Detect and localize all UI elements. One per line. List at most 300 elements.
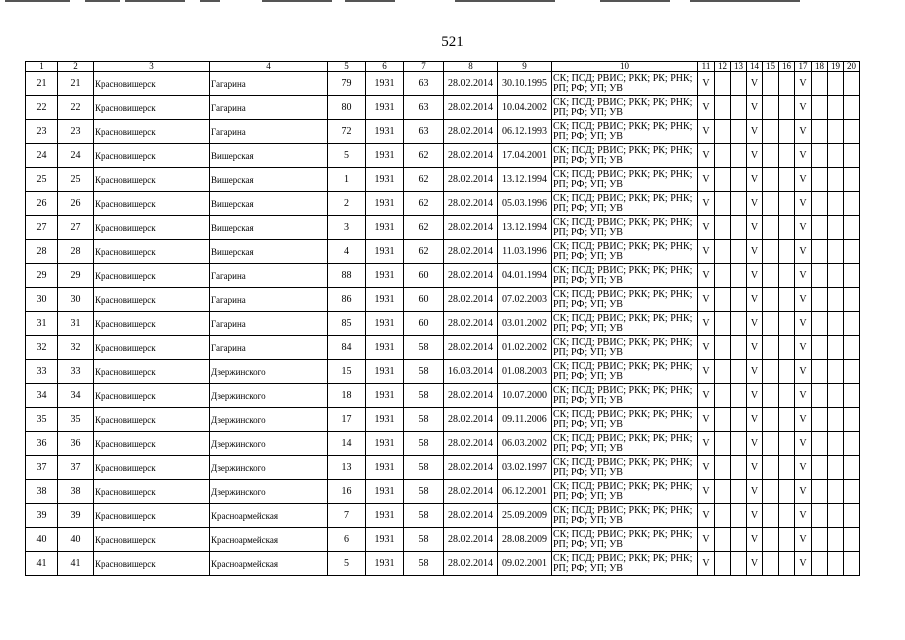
mark-cell-col-19 — [828, 504, 844, 528]
column-header: 11 — [698, 62, 715, 72]
year-cell: 1931 — [366, 480, 404, 504]
mark-cell-col-18 — [812, 120, 828, 144]
mark-cell-col-17: V — [795, 264, 812, 288]
mark-cell-col-11: V — [698, 528, 715, 552]
mark-cell-col-16 — [779, 192, 795, 216]
date-cell-2: 06.12.1993 — [498, 120, 552, 144]
mark-cell-col-17: V — [795, 432, 812, 456]
mark-cell-col-15 — [763, 192, 779, 216]
column-header: 16 — [779, 62, 795, 72]
mark-cell-col-17: V — [795, 480, 812, 504]
column-header: 2 — [58, 62, 94, 72]
date-cell-2: 06.12.2001 — [498, 480, 552, 504]
item-number-cell: 21 — [58, 72, 94, 96]
street-cell: Дзержинского — [210, 384, 328, 408]
mark-cell-col-18 — [812, 336, 828, 360]
codes-cell: СК; ПСД; РВИС; РКК; РК; РНК; РП; РФ; УП; УВ — [552, 408, 698, 432]
value-cell: 60 — [404, 288, 444, 312]
mark-cell-col-16 — [779, 288, 795, 312]
column-header: 4 — [210, 62, 328, 72]
table-row — [26, 384, 860, 408]
row-number-cell: 23 — [26, 120, 58, 144]
date-cell-2: 01.08.2003 — [498, 360, 552, 384]
mark-cell-col-19 — [828, 72, 844, 96]
mark-cell-col-19 — [828, 144, 844, 168]
mark-cell-col-14: V — [747, 264, 763, 288]
mark-cell-col-18 — [812, 504, 828, 528]
mark-cell-col-18 — [812, 192, 828, 216]
column-header: 14 — [747, 62, 763, 72]
mark-cell-col-15 — [763, 96, 779, 120]
mark-cell-col-17: V — [795, 456, 812, 480]
year-cell: 1931 — [366, 192, 404, 216]
date-cell: 28.02.2014 — [444, 96, 498, 120]
date-cell: 28.02.2014 — [444, 216, 498, 240]
mark-cell-col-17: V — [795, 384, 812, 408]
mark-cell-col-20 — [844, 360, 860, 384]
town-cell: Красновишерск — [94, 480, 210, 504]
mark-cell-col-20 — [844, 384, 860, 408]
date-cell-2: 09.02.2001 — [498, 552, 552, 576]
mark-cell-col-15 — [763, 456, 779, 480]
value-cell: 63 — [404, 120, 444, 144]
mark-cell-col-18 — [812, 312, 828, 336]
codes-cell: СК; ПСД; РВИС; РКК; РК; РНК; РП; РФ; УП; УВ — [552, 552, 698, 576]
codes-cell: СК; ПСД; РВИС; РКК; РК; РНК; РП; РФ; УП; УВ — [552, 168, 698, 192]
column-header: 19 — [828, 62, 844, 72]
item-number-cell: 33 — [58, 360, 94, 384]
year-cell: 1931 — [366, 408, 404, 432]
mark-cell-col-14: V — [747, 384, 763, 408]
value-cell: 58 — [404, 336, 444, 360]
mark-cell-col-17: V — [795, 120, 812, 144]
mark-cell-col-16 — [779, 216, 795, 240]
row-number-cell: 34 — [26, 384, 58, 408]
codes-cell: СК; ПСД; РВИС; РКК; РК; РНК; РП; РФ; УП; УВ — [552, 240, 698, 264]
mark-cell-col-20 — [844, 528, 860, 552]
mark-cell-col-15 — [763, 528, 779, 552]
mark-cell-col-14: V — [747, 288, 763, 312]
date-cell: 28.02.2014 — [444, 336, 498, 360]
mark-cell-col-20 — [844, 456, 860, 480]
date-cell-2: 06.03.2002 — [498, 432, 552, 456]
date-cell: 28.02.2014 — [444, 144, 498, 168]
year-cell: 1931 — [366, 432, 404, 456]
mark-cell-col-20 — [844, 72, 860, 96]
mark-cell-col-13 — [731, 96, 747, 120]
table-row — [26, 288, 860, 312]
mark-cell-col-15 — [763, 168, 779, 192]
mark-cell-col-15 — [763, 264, 779, 288]
column-header: 9 — [498, 62, 552, 72]
mark-cell-col-18 — [812, 264, 828, 288]
mark-cell-col-15 — [763, 552, 779, 576]
row-number-cell: 37 — [26, 456, 58, 480]
row-number-cell: 41 — [26, 552, 58, 576]
mark-cell-col-14: V — [747, 504, 763, 528]
town-cell: Красновишерск — [94, 504, 210, 528]
mark-cell-col-20 — [844, 144, 860, 168]
item-number-cell: 23 — [58, 120, 94, 144]
mark-cell-col-14: V — [747, 168, 763, 192]
street-cell: Гагарина — [210, 120, 328, 144]
street-cell: Дзержинского — [210, 408, 328, 432]
house-number-cell: 80 — [328, 96, 366, 120]
mark-cell-col-18 — [812, 240, 828, 264]
mark-cell-col-20 — [844, 264, 860, 288]
mark-cell-col-13 — [731, 144, 747, 168]
mark-cell-col-15 — [763, 384, 779, 408]
mark-cell-col-15 — [763, 408, 779, 432]
year-cell: 1931 — [366, 216, 404, 240]
year-cell: 1931 — [366, 528, 404, 552]
mark-cell-col-14: V — [747, 528, 763, 552]
mark-cell-col-16 — [779, 504, 795, 528]
town-cell: Красновишерск — [94, 432, 210, 456]
town-cell: Красновишерск — [94, 552, 210, 576]
mark-cell-col-15 — [763, 504, 779, 528]
year-cell: 1931 — [366, 96, 404, 120]
town-cell: Красновишерск — [94, 360, 210, 384]
mark-cell-col-18 — [812, 552, 828, 576]
house-number-cell: 7 — [328, 504, 366, 528]
mark-cell-col-17: V — [795, 144, 812, 168]
mark-cell-col-13 — [731, 120, 747, 144]
mark-cell-col-16 — [779, 480, 795, 504]
mark-cell-col-11: V — [698, 312, 715, 336]
table-row — [26, 120, 860, 144]
value-cell: 58 — [404, 432, 444, 456]
item-number-cell: 32 — [58, 336, 94, 360]
mark-cell-col-14: V — [747, 408, 763, 432]
mark-cell-col-20 — [844, 432, 860, 456]
year-cell: 1931 — [366, 312, 404, 336]
mark-cell-col-17: V — [795, 528, 812, 552]
mark-cell-col-14: V — [747, 312, 763, 336]
mark-cell-col-19 — [828, 336, 844, 360]
column-header: 6 — [366, 62, 404, 72]
mark-cell-col-11: V — [698, 360, 715, 384]
street-cell: Вишерская — [210, 144, 328, 168]
mark-cell-col-20 — [844, 408, 860, 432]
mark-cell-col-14: V — [747, 240, 763, 264]
mark-cell-col-19 — [828, 288, 844, 312]
mark-cell-col-20 — [844, 312, 860, 336]
item-number-cell: 37 — [58, 456, 94, 480]
mark-cell-col-16 — [779, 72, 795, 96]
mark-cell-col-13 — [731, 528, 747, 552]
value-cell: 60 — [404, 312, 444, 336]
item-number-cell: 34 — [58, 384, 94, 408]
item-number-cell: 39 — [58, 504, 94, 528]
town-cell: Красновишерск — [94, 384, 210, 408]
mark-cell-col-11: V — [698, 240, 715, 264]
house-number-cell: 15 — [328, 360, 366, 384]
mark-cell-col-12 — [715, 192, 731, 216]
column-header: 3 — [94, 62, 210, 72]
date-cell: 28.02.2014 — [444, 288, 498, 312]
mark-cell-col-19 — [828, 240, 844, 264]
year-cell: 1931 — [366, 552, 404, 576]
mark-cell-col-12 — [715, 96, 731, 120]
mark-cell-col-11: V — [698, 216, 715, 240]
mark-cell-col-18 — [812, 456, 828, 480]
mark-cell-col-19 — [828, 192, 844, 216]
mark-cell-col-16 — [779, 144, 795, 168]
date-cell: 28.02.2014 — [444, 168, 498, 192]
item-number-cell: 26 — [58, 192, 94, 216]
mark-cell-col-15 — [763, 288, 779, 312]
row-number-cell: 26 — [26, 192, 58, 216]
mark-cell-col-14: V — [747, 552, 763, 576]
date-cell: 16.03.2014 — [444, 360, 498, 384]
mark-cell-col-16 — [779, 528, 795, 552]
mark-cell-col-17: V — [795, 168, 812, 192]
date-cell: 28.02.2014 — [444, 120, 498, 144]
value-cell: 63 — [404, 72, 444, 96]
mark-cell-col-12 — [715, 432, 731, 456]
mark-cell-col-12 — [715, 360, 731, 384]
house-number-cell: 85 — [328, 312, 366, 336]
mark-cell-col-12 — [715, 408, 731, 432]
column-header: 7 — [404, 62, 444, 72]
mark-cell-col-12 — [715, 240, 731, 264]
mark-cell-col-15 — [763, 480, 779, 504]
table-row — [26, 264, 860, 288]
date-cell: 28.02.2014 — [444, 192, 498, 216]
house-number-cell: 3 — [328, 216, 366, 240]
codes-cell: СК; ПСД; РВИС; РКК; РК; РНК; РП; РФ; УП; УВ — [552, 72, 698, 96]
street-cell: Дзержинского — [210, 432, 328, 456]
row-number-cell: 29 — [26, 264, 58, 288]
value-cell: 58 — [404, 528, 444, 552]
street-cell: Вишерская — [210, 168, 328, 192]
mark-cell-col-16 — [779, 432, 795, 456]
codes-cell: СК; ПСД; РВИС; РКК; РК; РНК; РП; РФ; УП; УВ — [552, 504, 698, 528]
row-number-cell: 35 — [26, 408, 58, 432]
item-number-cell: 36 — [58, 432, 94, 456]
mark-cell-col-18 — [812, 216, 828, 240]
date-cell-2: 11.03.1996 — [498, 240, 552, 264]
town-cell: Красновишерск — [94, 408, 210, 432]
mark-cell-col-16 — [779, 264, 795, 288]
item-number-cell: 22 — [58, 96, 94, 120]
street-cell: Дзержинского — [210, 480, 328, 504]
row-number-cell: 33 — [26, 360, 58, 384]
mark-cell-col-20 — [844, 240, 860, 264]
mark-cell-col-16 — [779, 168, 795, 192]
mark-cell-col-14: V — [747, 216, 763, 240]
codes-cell: СК; ПСД; РВИС; РКК; РК; РНК; РП; РФ; УП; УВ — [552, 336, 698, 360]
town-cell: Красновишерск — [94, 192, 210, 216]
mark-cell-col-11: V — [698, 408, 715, 432]
mark-cell-col-11: V — [698, 504, 715, 528]
mark-cell-col-17: V — [795, 96, 812, 120]
date-cell: 28.02.2014 — [444, 504, 498, 528]
mark-cell-col-19 — [828, 528, 844, 552]
date-cell: 28.02.2014 — [444, 528, 498, 552]
mark-cell-col-13 — [731, 288, 747, 312]
mark-cell-col-13 — [731, 216, 747, 240]
town-cell: Красновишерск — [94, 120, 210, 144]
mark-cell-col-13 — [731, 72, 747, 96]
mark-cell-col-20 — [844, 480, 860, 504]
mark-cell-col-17: V — [795, 192, 812, 216]
mark-cell-col-16 — [779, 312, 795, 336]
row-number-cell: 27 — [26, 216, 58, 240]
value-cell: 58 — [404, 384, 444, 408]
mark-cell-col-11: V — [698, 192, 715, 216]
mark-cell-col-11: V — [698, 552, 715, 576]
mark-cell-col-12 — [715, 312, 731, 336]
column-number-header-row — [26, 62, 860, 72]
codes-cell: СК; ПСД; РВИС; РКК; РК; РНК; РП; РФ; УП; УВ — [552, 384, 698, 408]
house-number-cell: 16 — [328, 480, 366, 504]
mark-cell-col-11: V — [698, 384, 715, 408]
table-row — [26, 144, 860, 168]
mark-cell-col-13 — [731, 264, 747, 288]
mark-cell-col-20 — [844, 168, 860, 192]
item-number-cell: 35 — [58, 408, 94, 432]
mark-cell-col-15 — [763, 120, 779, 144]
year-cell: 1931 — [366, 72, 404, 96]
table-row — [26, 216, 860, 240]
mark-cell-col-12 — [715, 144, 731, 168]
street-cell: Гагарина — [210, 288, 328, 312]
mark-cell-col-14: V — [747, 144, 763, 168]
date-cell: 28.02.2014 — [444, 384, 498, 408]
town-cell: Красновишерск — [94, 168, 210, 192]
row-number-cell: 32 — [26, 336, 58, 360]
street-cell: Красноармейская — [210, 504, 328, 528]
codes-cell: СК; ПСД; РВИС; РКК; РК; РНК; РП; РФ; УП; УВ — [552, 96, 698, 120]
date-cell-2: 10.04.2002 — [498, 96, 552, 120]
house-number-cell: 88 — [328, 264, 366, 288]
mark-cell-col-18 — [812, 384, 828, 408]
mark-cell-col-20 — [844, 192, 860, 216]
item-number-cell: 40 — [58, 528, 94, 552]
mark-cell-col-16 — [779, 96, 795, 120]
table-row — [26, 336, 860, 360]
mark-cell-col-19 — [828, 552, 844, 576]
mark-cell-col-15 — [763, 216, 779, 240]
codes-cell: СК; ПСД; РВИС; РКК; РК; РНК; РП; РФ; УП; УВ — [552, 192, 698, 216]
mark-cell-col-13 — [731, 432, 747, 456]
year-cell: 1931 — [366, 240, 404, 264]
mark-cell-col-16 — [779, 456, 795, 480]
mark-cell-col-16 — [779, 408, 795, 432]
column-header: 8 — [444, 62, 498, 72]
mark-cell-col-20 — [844, 120, 860, 144]
date-cell-2: 03.01.2002 — [498, 312, 552, 336]
mark-cell-col-11: V — [698, 72, 715, 96]
mark-cell-col-11: V — [698, 336, 715, 360]
item-number-cell: 28 — [58, 240, 94, 264]
date-cell-2: 07.02.2003 — [498, 288, 552, 312]
mark-cell-col-19 — [828, 384, 844, 408]
mark-cell-col-17: V — [795, 504, 812, 528]
house-number-cell: 14 — [328, 432, 366, 456]
table-row — [26, 408, 860, 432]
codes-cell: СК; ПСД; РВИС; РКК; РК; РНК; РП; РФ; УП; УВ — [552, 528, 698, 552]
table-row — [26, 168, 860, 192]
date-cell: 28.02.2014 — [444, 240, 498, 264]
mark-cell-col-13 — [731, 384, 747, 408]
mark-cell-col-17: V — [795, 360, 812, 384]
mark-cell-col-13 — [731, 312, 747, 336]
column-header: 5 — [328, 62, 366, 72]
codes-cell: СК; ПСД; РВИС; РКК; РК; РНК; РП; РФ; УП; УВ — [552, 120, 698, 144]
row-number-cell: 31 — [26, 312, 58, 336]
date-cell-2: 13.12.1994 — [498, 168, 552, 192]
value-cell: 58 — [404, 552, 444, 576]
mark-cell-col-12 — [715, 264, 731, 288]
mark-cell-col-13 — [731, 456, 747, 480]
date-cell: 28.02.2014 — [444, 552, 498, 576]
value-cell: 58 — [404, 480, 444, 504]
mark-cell-col-12 — [715, 72, 731, 96]
mark-cell-col-14: V — [747, 480, 763, 504]
value-cell: 62 — [404, 240, 444, 264]
row-number-cell: 36 — [26, 432, 58, 456]
mark-cell-col-12 — [715, 120, 731, 144]
year-cell: 1931 — [366, 288, 404, 312]
date-cell: 28.02.2014 — [444, 312, 498, 336]
house-number-cell: 72 — [328, 120, 366, 144]
table-row — [26, 432, 860, 456]
mark-cell-col-17: V — [795, 336, 812, 360]
mark-cell-col-15 — [763, 144, 779, 168]
item-number-cell: 29 — [58, 264, 94, 288]
table-row — [26, 528, 860, 552]
value-cell: 62 — [404, 216, 444, 240]
table-row — [26, 192, 860, 216]
town-cell: Красновишерск — [94, 288, 210, 312]
column-header: 12 — [715, 62, 731, 72]
year-cell: 1931 — [366, 384, 404, 408]
column-header: 15 — [763, 62, 779, 72]
table-row — [26, 504, 860, 528]
date-cell-2: 09.11.2006 — [498, 408, 552, 432]
mark-cell-col-20 — [844, 96, 860, 120]
codes-cell: СК; ПСД; РВИС; РКК; РК; РНК; РП; РФ; УП; УВ — [552, 456, 698, 480]
row-number-cell: 24 — [26, 144, 58, 168]
value-cell: 62 — [404, 144, 444, 168]
mark-cell-col-19 — [828, 96, 844, 120]
street-cell: Вишерская — [210, 240, 328, 264]
table-row — [26, 96, 860, 120]
mark-cell-col-13 — [731, 480, 747, 504]
mark-cell-col-18 — [812, 168, 828, 192]
mark-cell-col-19 — [828, 456, 844, 480]
town-cell: Красновишерск — [94, 264, 210, 288]
column-header: 17 — [795, 62, 812, 72]
row-number-cell: 39 — [26, 504, 58, 528]
street-cell: Вишерская — [210, 192, 328, 216]
codes-cell: СК; ПСД; РВИС; РКК; РК; РНК; РП; РФ; УП; УВ — [552, 480, 698, 504]
mark-cell-col-15 — [763, 432, 779, 456]
mark-cell-col-17: V — [795, 240, 812, 264]
table-row — [26, 72, 860, 96]
year-cell: 1931 — [366, 360, 404, 384]
row-number-cell: 38 — [26, 480, 58, 504]
street-cell: Дзержинского — [210, 456, 328, 480]
item-number-cell: 30 — [58, 288, 94, 312]
codes-cell: СК; ПСД; РВИС; РКК; РК; РНК; РП; РФ; УП; УВ — [552, 360, 698, 384]
top-scan-marks — [0, 0, 905, 3]
column-header: 13 — [731, 62, 747, 72]
street-cell: Гагарина — [210, 264, 328, 288]
